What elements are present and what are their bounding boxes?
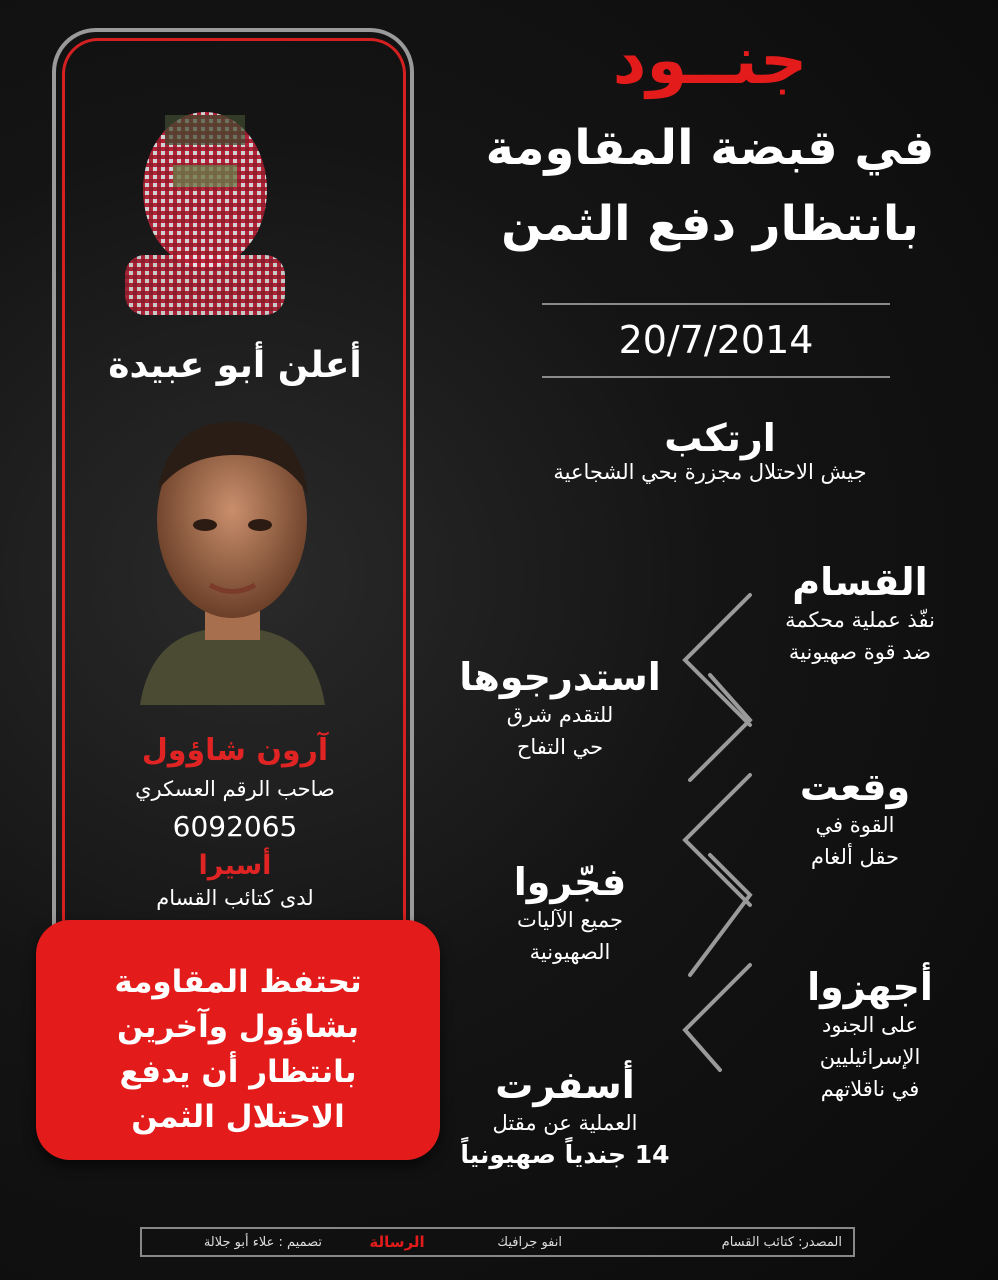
red-callout-line: تحتفظ المقاومة: [114, 964, 362, 1000]
soldier-portrait: [110, 410, 355, 705]
finished-sub-3: في ناقلاتهم: [820, 1077, 920, 1101]
holder-text: لدى كتائب القسام: [156, 886, 314, 910]
captive-status: أسيرا: [198, 850, 272, 881]
resulted-heading: أسفرت: [495, 1063, 635, 1107]
zigzag-timeline: [670, 590, 765, 1090]
qassam-heading: القسام: [792, 560, 928, 604]
masked-fighter-image: [105, 95, 305, 325]
fell-sub-2: حقل ألغام: [811, 845, 899, 869]
resulted-sub-2: 14 جندياً صهيونياً: [460, 1140, 670, 1169]
footer-source: المصدر: كتائب القسام: [721, 1235, 842, 1250]
finished-sub-1: على الجنود: [822, 1013, 918, 1037]
red-callout-text: [50, 960, 426, 1140]
announce-text: أعلن أبو عبيدة: [108, 345, 362, 386]
qassam-sub-2: ضد قوة صهيونية: [788, 640, 932, 664]
military-number-label: صاحب الرقم العسكري: [135, 777, 335, 801]
footer-design: تصميم : علاء أبو جلالة: [203, 1235, 322, 1250]
blew-heading: فجّروا: [513, 860, 627, 904]
qassam-sub-1: نفّذ عملية محكمة: [785, 608, 935, 632]
divider-bottom: [542, 376, 890, 378]
intro-heading: ارتكب: [664, 416, 776, 460]
intro-subtext: جيش الاحتلال مجزرة بحي الشجاعية: [553, 460, 867, 484]
lured-heading: استدرجوها: [459, 655, 661, 699]
event-date: 20/7/2014: [618, 318, 814, 362]
footer-bar: [140, 1227, 855, 1257]
finished-heading: أجهزوا: [807, 965, 933, 1009]
title-red: جنــود: [612, 22, 808, 99]
finished-sub-2: الإسرائيليين: [819, 1045, 921, 1069]
footer-infographic: انفو جرافيك: [497, 1235, 562, 1250]
lured-sub-2: حي التفاح: [516, 735, 604, 759]
red-callout-line: الاحتلال الثمن: [131, 1099, 345, 1135]
resulted-sub-1: العملية عن مقتل: [492, 1111, 638, 1135]
divider-top: [542, 303, 890, 305]
footer-logo: الرسالة: [369, 1233, 425, 1251]
lured-sub-1: للتقدم شرق: [506, 703, 614, 727]
title-line-2: بانتظار دفع الثمن: [501, 196, 919, 252]
red-callout-line: بشاؤول وآخرين: [116, 1009, 360, 1045]
blew-sub-1: جميع الآليات: [516, 908, 624, 932]
title-line-1: في قبضة المقاومة: [485, 120, 935, 176]
red-callout-line: بانتظار أن يدفع: [119, 1054, 357, 1090]
soldier-name: آرون شاؤول: [141, 733, 329, 768]
fell-sub-1: القوة في: [815, 813, 895, 837]
blew-sub-2: الصهيونية: [529, 940, 611, 964]
military-number: 6092065: [172, 810, 298, 843]
fell-heading: وقعت: [799, 765, 911, 809]
